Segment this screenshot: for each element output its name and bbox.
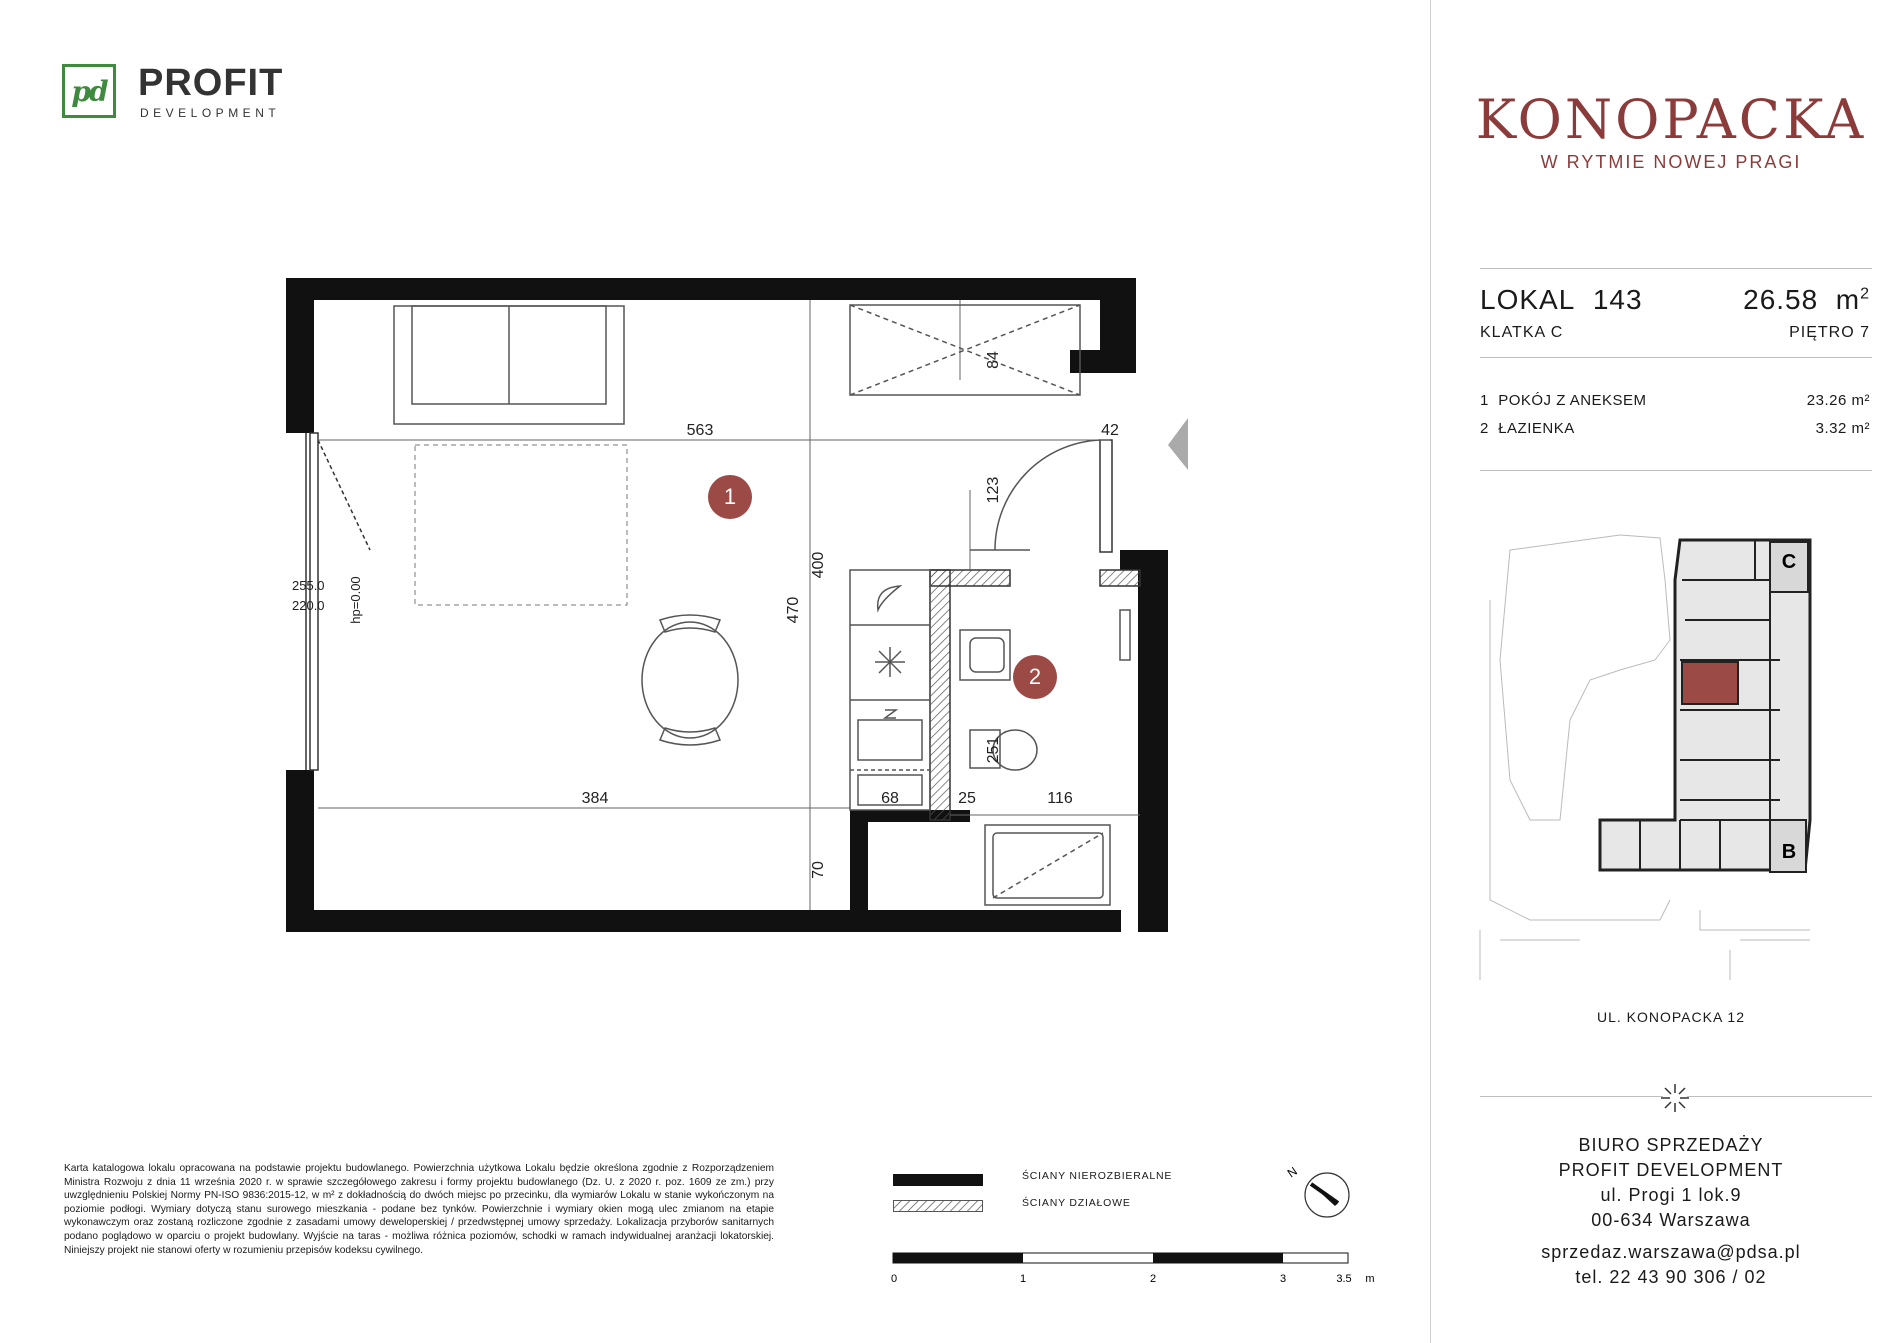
panel-divider bbox=[1430, 0, 1431, 1343]
office-line: PROFIT DEVELOPMENT bbox=[1558, 1160, 1784, 1180]
dim-label: 251 bbox=[985, 736, 1002, 764]
room-list-item: 1 POKÓJ Z ANEKSEM bbox=[1480, 392, 1647, 409]
sofa bbox=[394, 306, 624, 424]
brand-tagline: W RYTMIE NOWEJ PRAGI bbox=[1540, 152, 1802, 172]
floor-plan bbox=[270, 270, 1210, 950]
room-area: 3.32 m² bbox=[1815, 420, 1870, 437]
room-list-item: 2 ŁAZIENKA bbox=[1480, 420, 1575, 437]
unit-number: LOKAL 143 bbox=[1480, 284, 1643, 315]
office-line: 00-634 Warszawa bbox=[1591, 1210, 1751, 1230]
street-label: UL. KONOPACKA 12 bbox=[1596, 1009, 1745, 1025]
scale-unit: m bbox=[1365, 1273, 1375, 1285]
company-logo-sub: DEVELOPMENT bbox=[140, 106, 281, 120]
dim-label: 70 bbox=[810, 861, 827, 879]
unit-highlight bbox=[1682, 662, 1738, 704]
divider-keyplan bbox=[1480, 470, 1872, 471]
dim-label: 116 bbox=[1047, 790, 1073, 807]
unit-floor: PIĘTRO 7 bbox=[1789, 324, 1870, 341]
office-line: BIURO SPRZEDAŻY bbox=[1578, 1135, 1764, 1155]
brand-title: KONOPACKA bbox=[1475, 88, 1867, 151]
svg-text:1: 1 bbox=[723, 484, 737, 509]
north-arrow-icon bbox=[1283, 1160, 1353, 1230]
dim-label: 220.0 bbox=[292, 598, 325, 613]
legend-structural-label: ŚCIANY NIEROZBIERALNE bbox=[1022, 1170, 1173, 1182]
divider-rooms bbox=[1480, 357, 1872, 358]
company-logo-mark: pd bbox=[62, 64, 116, 118]
starburst-icon bbox=[1655, 1078, 1695, 1118]
legal-disclaimer: Karta katalogowa lokalu opracowana na podstawie projektu budowlanego. Powierzchnia użytkowa Lokalu będzie określona zgodnie z Rozporządzeniem Ministra Rozwoju z dnia 11 września 2020 r. w sprawie szczegółowego zakresu i formy projektu budowlanego (Dz. U. z 2020 r. poz. 1609 ze zm.) przy uwzględnieniu Polskiej Normy PN-ISO 9836:2015-12, w m² z dokładnością do dwóch miejsc po przecinku, dla wymiarów Lokalu w stanie wykończonym na poziomie podłogi. Wymiary dotyczą stanu surowego mieszkania - podane bez tynków. Powierzchnie i wymiary okien mogą ulec zmianom na etapie wykonawczym oraz zostaną rozliczone zgodnie z zasadami umowy deweloperskiej / przedwstępnej umowy sprzedaży. Lokalizacja przyborów sanitarnych podano poglądowo w oparciu o projekt budowlany. Wyjście na taras - możliwa różnica poziomów, schodki w ramach indywidualnej aranżacji lokatorskiej. Niniejszy projekt nie stanowi oferty w rozumieniu przepisów kodeksu cywilnego. bbox=[64, 1163, 774, 1256]
scale-bar bbox=[890, 1250, 1390, 1290]
scale-tick: 2 bbox=[1149, 1273, 1157, 1285]
building-key-plan bbox=[1470, 520, 1870, 980]
sales-office bbox=[1470, 1133, 1872, 1233]
office-line: ul. Progi 1 lok.9 bbox=[1600, 1185, 1742, 1205]
scale-tick: 3 bbox=[1279, 1273, 1287, 1285]
scale-tick: 0 bbox=[890, 1273, 898, 1285]
stair-c-label: C bbox=[1781, 551, 1797, 573]
rug bbox=[415, 445, 627, 605]
divider-top bbox=[1480, 268, 1872, 269]
dim-label: 42 bbox=[1101, 422, 1119, 439]
email-link[interactable]: sprzedaz.warszawa@pdsa.pl bbox=[1541, 1242, 1801, 1262]
legend-partition-label: ŚCIANY DZIAŁOWE bbox=[1022, 1197, 1131, 1209]
unit-area: 26.58 $m^2$ bbox=[1743, 284, 1870, 315]
room-marker-1 bbox=[708, 475, 752, 519]
unit-staircase: KLATKA C bbox=[1480, 324, 1564, 341]
room-marker-2 bbox=[1013, 655, 1057, 699]
legend-partition-swatch bbox=[893, 1200, 983, 1212]
stair-b-label: B bbox=[1781, 841, 1797, 863]
phone-number: tel. 22 43 90 306 / 02 bbox=[1575, 1267, 1767, 1287]
dim-label: 84 bbox=[985, 351, 1002, 369]
dim-label: 384 bbox=[581, 790, 609, 807]
dim-label: 400 bbox=[810, 551, 827, 579]
dim-label: 255.0 bbox=[292, 578, 325, 593]
dim-label: 68 bbox=[881, 790, 899, 807]
contact-block bbox=[1470, 1240, 1872, 1290]
scale-tick: 1 bbox=[1019, 1273, 1027, 1285]
entrance-arrow-icon bbox=[1168, 418, 1188, 470]
room-area: 23.26 m² bbox=[1806, 392, 1870, 409]
dim-label: 470 bbox=[785, 596, 802, 624]
north-label: N bbox=[1284, 1164, 1300, 1181]
company-logo-name: PROFIT bbox=[138, 62, 284, 104]
floor-level-label: hp=0.00 bbox=[348, 576, 363, 624]
svg-text:2: 2 bbox=[1028, 664, 1042, 689]
dim-label: 123 bbox=[985, 476, 1002, 504]
scale-tick: 3.5 bbox=[1336, 1273, 1352, 1285]
wardrobe bbox=[850, 305, 1080, 395]
kitchenette bbox=[850, 570, 930, 810]
dim-label: 563 bbox=[686, 422, 714, 439]
dining-table bbox=[642, 615, 738, 745]
dim-label: 25 bbox=[958, 790, 976, 807]
legend-structural-swatch bbox=[893, 1174, 983, 1186]
